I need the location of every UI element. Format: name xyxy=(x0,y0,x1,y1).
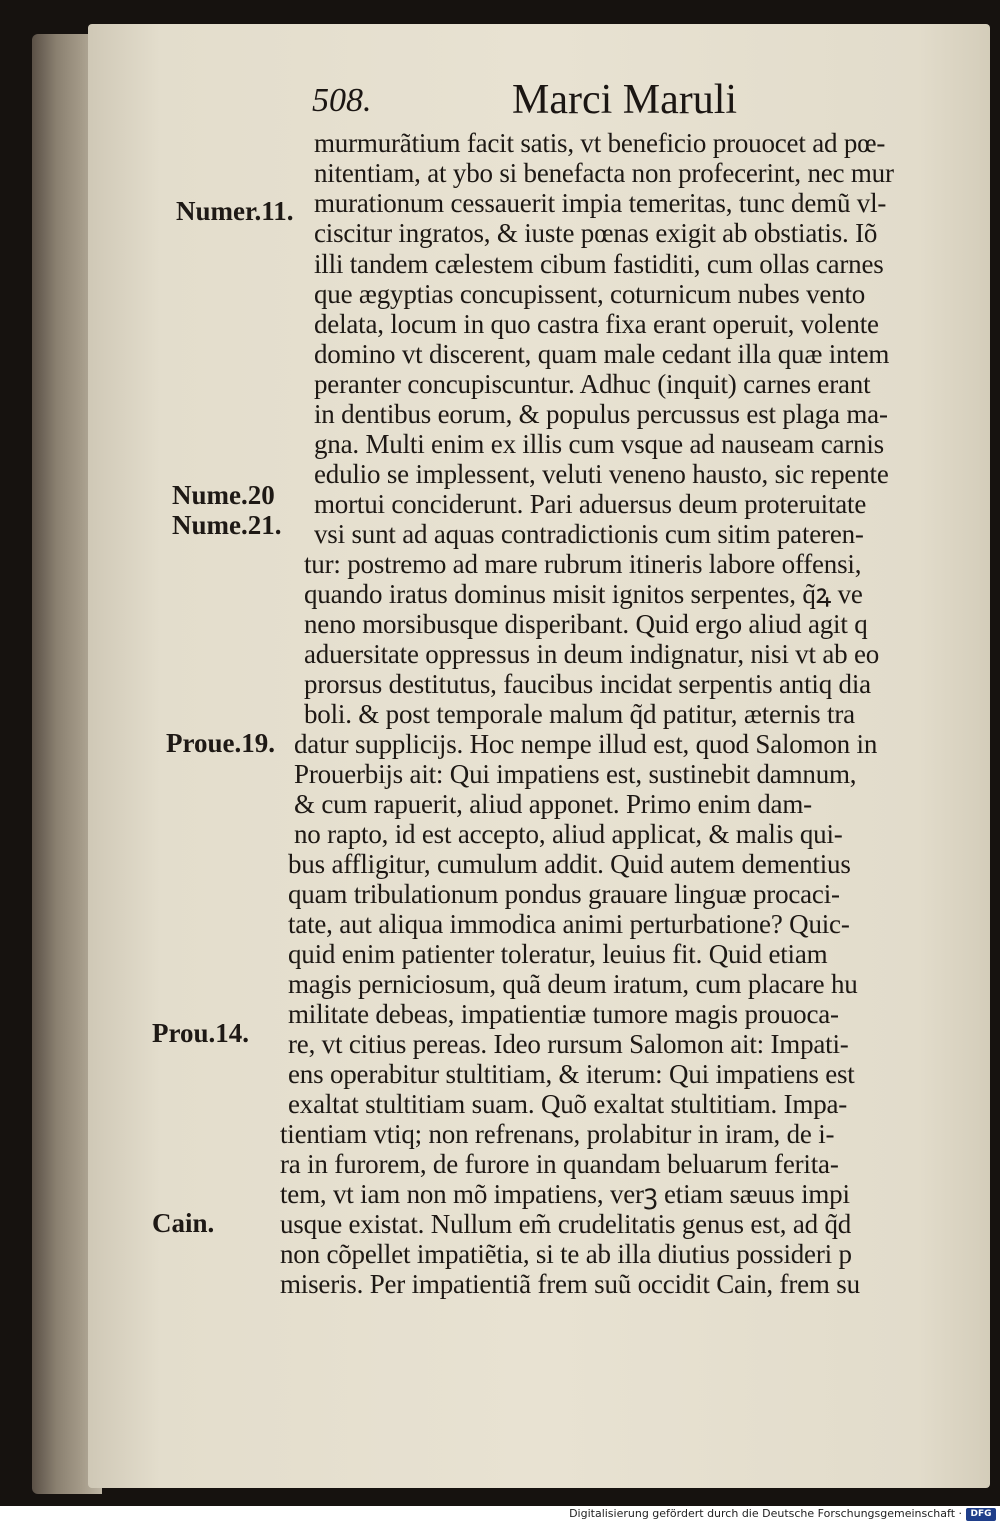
text-line: tur: postremo ad mare rubrum itineris labore offensi, xyxy=(304,549,862,579)
text-line: Prouerbijs ait: Qui impatiens est, sustinebit damnum, xyxy=(294,759,857,789)
text-line: vsi sunt ad aquas contradictionis cum sitim pateren- xyxy=(314,519,864,549)
text-line: usque existat. Nullum em̃ crudelitatis genus est, ad q̃d xyxy=(280,1209,852,1239)
text-line: miseris. Per impatientiã frem suũ occidit Cain, frem su xyxy=(280,1269,860,1299)
margin-note: Cain. xyxy=(152,1208,215,1238)
margin-note: Numer.11. xyxy=(176,196,294,226)
text-line: exaltat stultitiam suam. Quõ exaltat stultitiam. Impa- xyxy=(288,1089,848,1119)
text-line: & cum rapuerit, aliud apponet. Primo enim dam- xyxy=(294,789,812,819)
text-line: edulio se implessent, veluti veneno hausto, sic repente xyxy=(314,459,889,489)
text-line: peranter concupiscuntur. Adhuc (inquit) carnes erant xyxy=(314,369,871,399)
text-line: nitentiam, at ybo si benefacta non profecerint, nec mur xyxy=(314,158,894,188)
page-header xyxy=(312,76,772,126)
text-line: no rapto, id est accepto, aliud applicat, & malis qui- xyxy=(294,819,843,849)
page-number: 508. xyxy=(312,82,372,119)
running-title: Marci Maruli xyxy=(512,77,738,123)
text-line: gna. Multi enim ex illis cum vsque ad nauseam carnis xyxy=(314,429,884,459)
text-line: boli. & post temporale malum q̃d patitur, æternis tra xyxy=(304,699,855,729)
text-line: tem, vt iam non mõ impatiens, verꝫ etiam sæuus impi xyxy=(280,1179,850,1209)
text-line: ciscitur ingratos, & iuste pœnas exigit ab obstiatis. Iõ xyxy=(314,218,878,248)
text-line: bus affligitur, cumulum addit. Quid autem dementius xyxy=(288,849,851,879)
text-line: tate, aut aliqua immodica animi perturbatione? Quic- xyxy=(288,909,850,939)
text-line: delata, locum in quo castra fixa erant operuit, volente xyxy=(314,309,879,339)
text-line: ra in furorem, de furore in quandam beluarum ferita- xyxy=(280,1149,839,1179)
text-line: quid enim patienter toleratur, leuius fit. Quid etiam xyxy=(288,939,828,969)
footer-credit: Digitalisierung gefördert durch die Deutsche Forschungsgemeinschaft · xyxy=(569,1507,962,1520)
margin-note: Nume.20 xyxy=(172,480,275,510)
text-line: domino vt discerent, quam male cedant illa quæ intem xyxy=(314,339,890,369)
text-line: quando iratus dominus misit ignitos serpentes, q̃ꝝ ve xyxy=(304,579,863,609)
text-line: murationum cessauerit impia temeritas, tunc demũ vl- xyxy=(314,188,887,218)
text-line: mortui conciderunt. Pari aduersus deum proteruitate xyxy=(314,489,867,519)
dfg-logo: DFG xyxy=(966,1508,996,1521)
margin-note: Nume.21. xyxy=(172,510,282,540)
text-line: datur supplicijs. Hoc nempe illud est, quod Salomon in xyxy=(294,729,878,759)
footer-bar xyxy=(0,1506,1000,1524)
text-line: que ægyptias concupissent, coturnicum nubes vento xyxy=(314,279,866,309)
margin-note: Proue.19. xyxy=(166,728,275,758)
text-line: quam tribulationum pondus grauare linguæ procaci- xyxy=(288,879,840,909)
text-line: tientiam vtiq; non refrenans, prolabitur in iram, de i- xyxy=(280,1119,835,1149)
text-line: illi tandem cælestem cibum fastiditi, cum ollas carnes xyxy=(314,249,884,279)
text-line: murmurãtium facit satis, vt beneficio prouocet ad pœ- xyxy=(314,128,886,158)
text-line: ens operabitur stultitiam, & iterum: Qui impatiens est xyxy=(288,1059,855,1089)
text-line: magis perniciosum, quã deum iratum, cum placare hu xyxy=(288,969,858,999)
margin-note: Prou.14. xyxy=(152,1018,250,1048)
text-line: in dentibus eorum, & populus percussus est plaga ma- xyxy=(314,399,888,429)
text-line: neno morsibusque disperibant. Quid ergo aliud agit q xyxy=(304,609,868,639)
text-line: militate debeas, impatientiæ tumore magis prouoca- xyxy=(288,999,839,1029)
text-line: re, vt citius pereas. Ideo rursum Salomon ait: Impati- xyxy=(288,1029,849,1059)
text-line: prorsus destitutus, faucibus incidat serpentis antiq dia xyxy=(304,669,871,699)
text-line: aduersitate oppressus in deum indignatur, nisi vt ab eo xyxy=(304,639,880,669)
text-line: non cõpellet impatiẽtia, si te ab illa diutius possideri p xyxy=(280,1239,852,1269)
